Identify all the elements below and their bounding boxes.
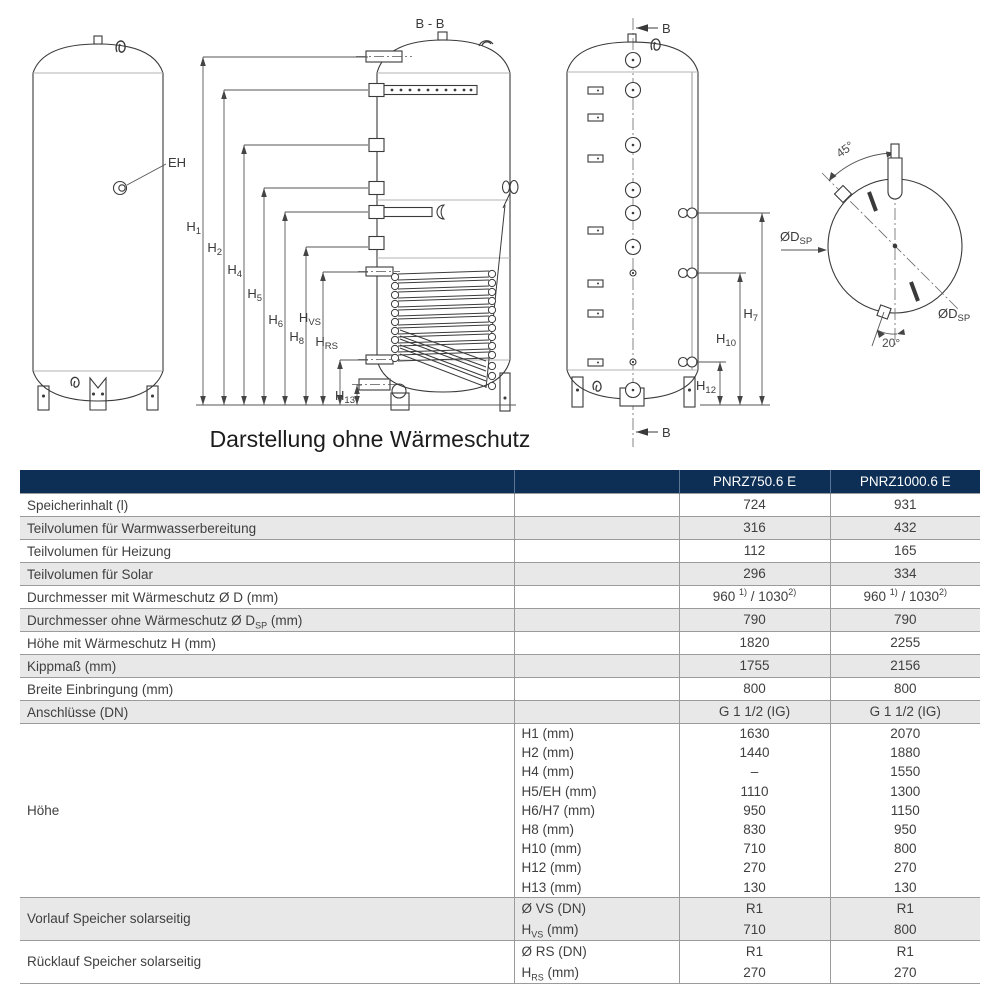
value-cell-model-1: G 1 1/2 (IG) [679,701,830,724]
eh-label: EH [168,155,187,170]
side-ports [679,208,698,367]
table-row [20,517,980,540]
section-title: B - B [415,16,445,31]
row-label: Höhe mit Wärmeschutz H (mm) [20,632,514,655]
section-marker-top: B [662,21,671,36]
table-row [20,540,980,563]
header-cell-empty-1 [20,470,514,494]
row-label: Durchmesser mit Wärmeschutz Ø D (mm) [20,586,514,609]
value-cell-model-2: R1 270 [830,940,980,983]
row-sublabels [514,701,679,724]
dim-label: $H_{10}$ [716,331,736,349]
drawing-caption: Darstellung ohne Wärmeschutz [209,426,531,452]
dim-label: $H_8$ [289,329,304,347]
table-row [20,897,980,940]
header-cell-model-2: PNRZ1000.6 E [830,470,980,494]
table-row [20,494,980,517]
value-cell-model-1: 112 [679,540,830,563]
solar-coil [391,270,495,389]
row-label: Speicherinhalt (l) [20,494,514,517]
row-sublabels [514,494,679,517]
lifting-lug [116,41,125,52]
row-sublabels [514,678,679,701]
table-row [20,586,980,609]
value-cell-model-1: 316 [679,517,830,540]
row-sublabels [514,517,679,540]
tank-top-view [780,138,970,350]
row-label: Breite Einbringung (mm) [20,678,514,701]
value-cell-model-1: R1 270 [679,940,830,983]
value-cell-model-1: R1 710 [679,897,830,940]
row-sublabels [514,632,679,655]
section-marker-bottom: B [662,425,671,440]
dim-label: $H_{12}$ [696,378,716,396]
top-nipple [94,36,102,44]
sensor-pockets [588,87,603,366]
spec-table-body [20,494,980,984]
dim-label: $H_7$ [743,306,758,324]
value-cell-model-2: 2156 [830,655,980,678]
tank-section-view [352,16,518,411]
row-sublabels: H1 (mm) H2 (mm) H4 (mm) H5/EH (mm) H6/H7 (mm) H8 (mm) H10 (mm) H12 (mm) H13 (mm) [514,724,679,898]
technical-drawing [0,0,1000,465]
table-row [20,609,980,632]
table-row [20,563,980,586]
row-label: Kippmaß (mm) [20,655,514,678]
table-row [20,678,980,701]
angle-45-label: 45° [833,138,857,161]
dim-label: $H_5$ [247,286,262,304]
value-cell-model-2: R1 800 [830,897,980,940]
row-sublabels [514,586,679,609]
dsp-label-right: $ØD_{SP}$ [938,306,971,324]
value-cell-model-1: 724 [679,494,830,517]
value-cell-model-2: G 1 1/2 (IG) [830,701,980,724]
dimension-lines [186,57,770,406]
dim-label: $H_4$ [227,262,242,280]
row-label: Höhe [20,724,514,898]
row-sublabels [514,563,679,586]
row-sublabels [514,655,679,678]
dim-label: $H_{VS}$ [298,310,321,328]
value-cell-model-1: 1630 1440 – 1110 950 830 710 270 130 [679,724,830,898]
dim-label: $H_1$ [186,219,201,237]
value-cell-model-1: 296 [679,563,830,586]
dim-label: $H_{13}$ [335,388,355,406]
row-sublabels [514,609,679,632]
dsp-label-left: $ØD_{SP}$ [780,229,813,247]
value-cell-model-2: 800 [830,678,980,701]
header-cell-model-1: PNRZ750.6 E [679,470,830,494]
value-cell-model-1: 1820 [679,632,830,655]
spec-table [20,470,980,984]
value-cell-model-1: 960 $^{1)}$ / 1030$^{2)}$ [679,586,830,609]
dim-label: $H_2$ [207,240,222,258]
row-label: Anschlüsse (DN) [20,701,514,724]
value-cell-model-2: 334 [830,563,980,586]
table-header-row [20,470,980,494]
header-cell-empty-2 [514,470,679,494]
value-cell-model-1: 790 [679,609,830,632]
row-sublabels [514,540,679,563]
row-label: Teilvolumen für Heizung [20,540,514,563]
value-cell-model-2: 2255 [830,632,980,655]
table-row [20,632,980,655]
value-cell-model-2: 432 [830,517,980,540]
dim-label: $H_6$ [268,312,283,330]
value-cell-model-2: 2070 1880 1550 1300 1150 950 800 270 130 [830,724,980,898]
row-label: Rücklauf Speicher solarseitig [20,940,514,983]
row-label: Teilvolumen für Warmwasserbereitung [20,517,514,540]
row-label: Durchmesser ohne Wärmeschutz Ø $D_{SP}$ (mm) [20,609,514,632]
table-row [20,724,980,898]
value-cell-model-2: 790 [830,609,980,632]
value-cell-model-1: 800 [679,678,830,701]
row-label: Teilvolumen für Solar [20,563,514,586]
value-cell-model-2: 960 $^{1)}$ / 1030$^{2)}$ [830,586,980,609]
row-sublabels: Ø RS (DN) $H_{RS}$ (mm) [514,940,679,983]
value-cell-model-2: 931 [830,494,980,517]
spec-table-wrap [20,470,980,984]
row-label: Vorlauf Speicher solarseitig [20,897,514,940]
angle-20-label: 20° [882,336,901,350]
dim-label: $H_{RS}$ [315,334,338,352]
value-cell-model-2: 165 [830,540,980,563]
table-row [20,655,980,678]
row-sublabels: Ø VS (DN) $H_{VS}$ (mm) [514,897,679,940]
table-row [20,701,980,724]
tank-side-view [33,36,186,410]
pipe-end [437,205,444,219]
eh-port [114,182,127,195]
table-row [20,940,980,983]
tank-front-view [567,18,698,447]
value-cell-model-1: 1755 [679,655,830,678]
